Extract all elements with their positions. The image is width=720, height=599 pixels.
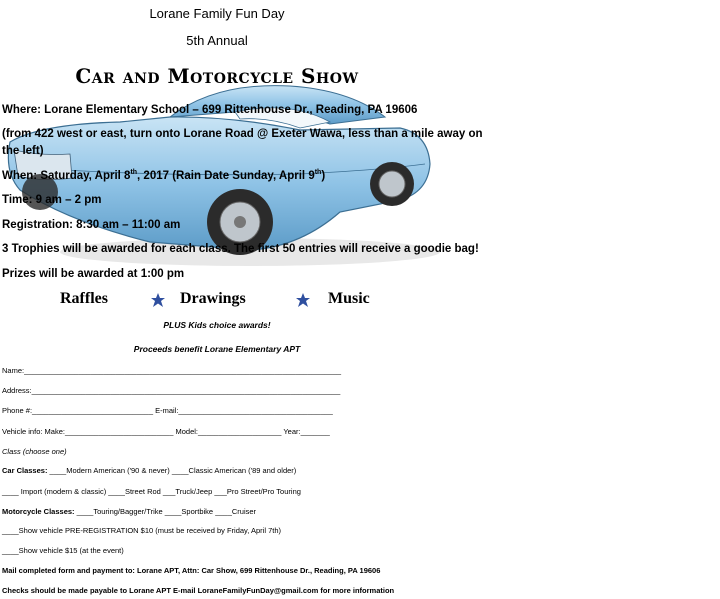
at-event-option: ____Show vehicle $15 (at the event) xyxy=(2,546,124,555)
proceeds-line: Proceeds benefit Lorane Elementary APT xyxy=(133,344,301,354)
plus-kids-choice: PLUS Kids choice awards! xyxy=(163,320,271,330)
annual-label: 5th Annual xyxy=(186,33,248,48)
vehicle-info-field: Vehicle info: Make:__________________________ Model:____________________ Year:_______ xyxy=(2,427,330,436)
registration-line: Registration: 8:30 am – 11:00 am xyxy=(2,219,181,231)
directions-line-2: the left) xyxy=(2,145,44,157)
checks-instructions: Checks should be made payable to Lorane APT E-mail LoraneFamilyFunDay@gmail.com for more information xyxy=(2,586,395,595)
feature-music: Music xyxy=(328,290,370,307)
prizes-line: Prizes will be awarded at 1:00 pm xyxy=(2,268,185,280)
time-line: Time: 9 am – 2 pm xyxy=(2,194,102,206)
star-icon xyxy=(151,293,165,307)
motorcycle-classes-line: Motorcycle Classes: ____Touring/Bagger/Trike ____Sportbike ____Cruiser xyxy=(2,507,257,516)
car-classes-line: Car Classes: ____Modern American ('90 & never) ____Classic American ('89 and older) xyxy=(2,466,297,475)
mail-instructions: Mail completed form and payment to: Lorane APT, Attn: Car Show, 699 Rittenhouse Dr., Reading, PA 19606 xyxy=(2,566,381,575)
star-icon xyxy=(296,293,310,307)
trophies-line: 3 Trophies will be awarded for each class. The first 50 entries will receive a goodie bag! xyxy=(2,243,479,255)
car-classes-line-2: ____ Import (modern & classic) ____Street Rod ___Truck/Jeep ___Pro Street/Pro Touring xyxy=(2,487,301,496)
feature-drawings: Drawings xyxy=(180,290,246,307)
preregistration-option: ____Show vehicle PRE-REGISTRATION $10 (must be received by Friday, April 7th) xyxy=(2,526,281,535)
page-title: Car and Motorcycle Show xyxy=(75,64,359,88)
address-field: Address:__________________________________________________________________________ xyxy=(2,386,341,395)
when-line: When: Saturday, April 8th, 2017 (Rain Date Sunday, April 9th) xyxy=(2,169,326,182)
where-line: Where: Lorane Elementary School – 699 Rittenhouse Dr., Reading, PA 19606 xyxy=(2,104,418,116)
phone-email-field: Phone #:_____________________________ E-mail:_____________________________________ xyxy=(2,406,333,415)
directions-line-1: (from 422 west or east, turn onto Lorane Road @ Exeter Wawa, less than a mile away on xyxy=(2,128,483,140)
feature-raffles: Raffles xyxy=(60,290,108,307)
class-note: Class (choose one) xyxy=(2,447,67,456)
name-field: Name:____________________________________________________________________________ xyxy=(2,366,342,375)
event-name: Lorane Family Fun Day xyxy=(149,6,285,21)
